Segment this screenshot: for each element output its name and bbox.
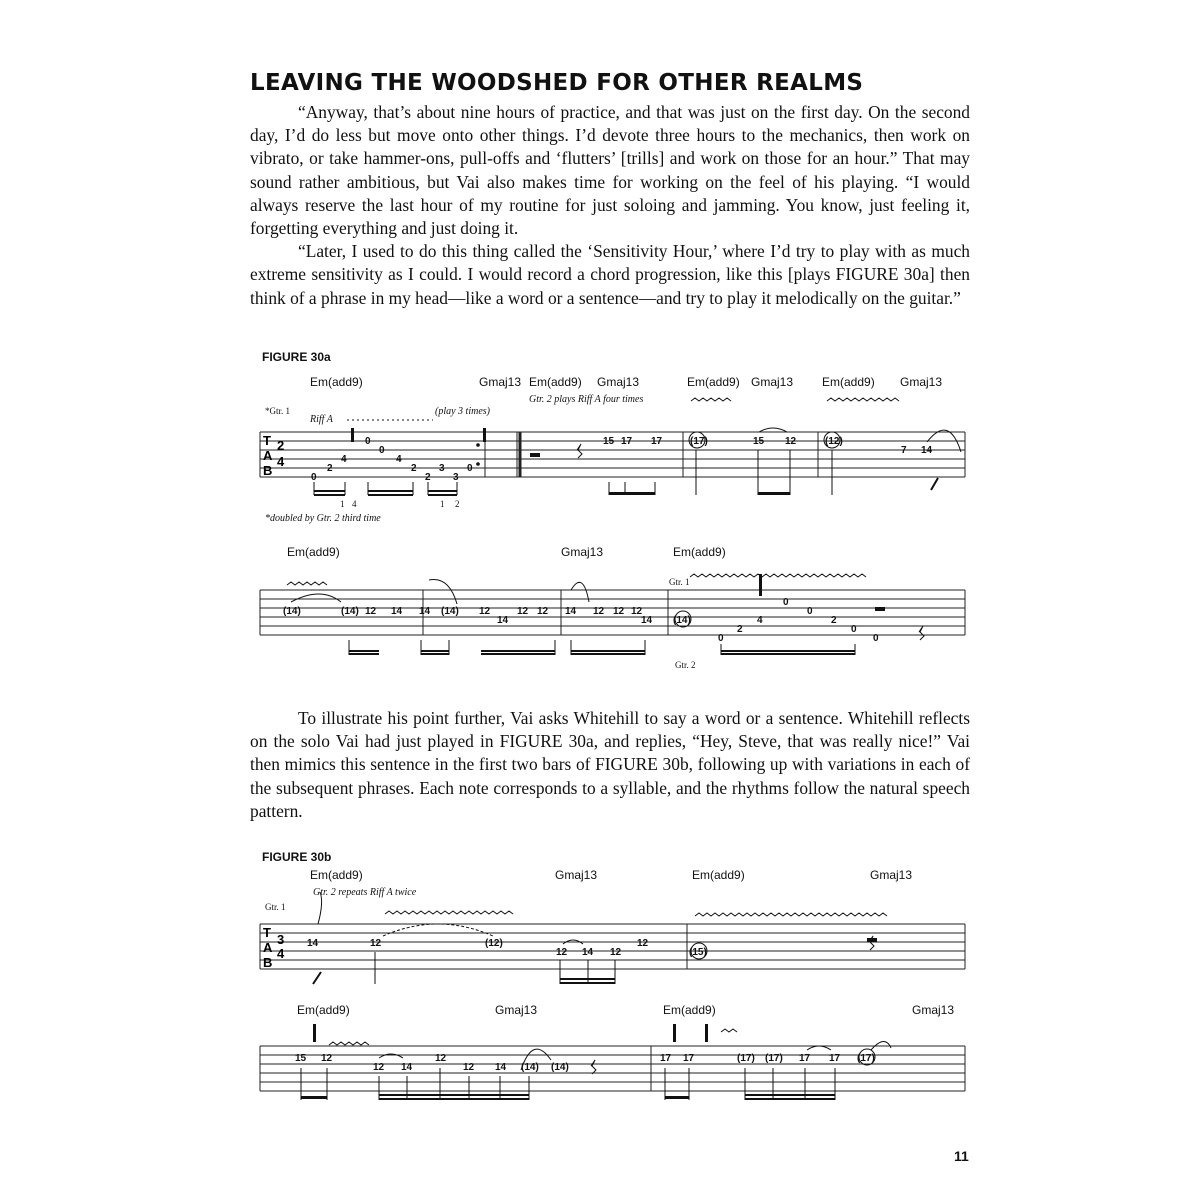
fret-number: 4	[396, 454, 402, 465]
fret-number: 12	[517, 606, 529, 617]
fret-number: (14)	[341, 606, 359, 617]
tab-letter-b: B	[263, 463, 273, 478]
fret-number: 0	[807, 606, 813, 617]
fret-number: 0	[365, 436, 371, 447]
chord-label: Em(add9)	[687, 375, 740, 389]
fret-number: 12	[610, 947, 622, 958]
fret-number: 3	[453, 472, 459, 483]
fret-number: 0	[311, 472, 317, 483]
footnote: *doubled by Gtr. 2 third time	[265, 513, 381, 524]
guitar-1-label: *Gtr. 1	[265, 406, 291, 416]
chord-label: Em(add9)	[822, 375, 875, 389]
chord-label: Gmaj13	[495, 1003, 538, 1017]
fret-number: 15	[753, 436, 765, 447]
fingering-number: 1	[340, 499, 345, 509]
fret-number: 12	[537, 606, 549, 617]
fret-number: (14)	[551, 1062, 569, 1073]
tab-letter-t: T	[263, 433, 271, 448]
chord-label: Gmaj13	[751, 375, 794, 389]
chord-label: Em(add9)	[287, 545, 340, 559]
fret-number: (14)	[521, 1062, 539, 1073]
tab-letter-a: A	[263, 940, 273, 955]
fret-number: (14)	[673, 615, 691, 626]
fret-number: 15	[603, 436, 615, 447]
figure-30b-label: FIGURE 30b	[262, 850, 332, 864]
fret-number: 17	[799, 1053, 811, 1064]
fret-number: 12	[631, 606, 643, 617]
fret-number: 12	[637, 938, 649, 949]
fret-number: (12)	[485, 938, 503, 949]
fret-number: 2	[425, 472, 431, 483]
fret-number: 12	[556, 947, 568, 958]
fret-number: 0	[718, 633, 724, 644]
fret-number: 14	[921, 445, 933, 456]
fret-number: 17	[660, 1053, 672, 1064]
fret-number: 3	[439, 463, 445, 474]
fret-number: (15)	[689, 947, 707, 958]
fret-number: 12	[479, 606, 491, 617]
fret-number: (17)	[737, 1053, 755, 1064]
repeat-note: (play 3 times)	[435, 406, 490, 417]
fret-number: 12	[463, 1062, 475, 1073]
fret-number: (12)	[825, 436, 843, 447]
fret-number: 0	[467, 463, 473, 474]
tab-letter-a: A	[263, 448, 273, 463]
fret-number: 0	[379, 445, 385, 456]
chord-label: Gmaj13	[912, 1003, 955, 1017]
fret-number: 14	[582, 947, 594, 958]
fret-number: 14	[497, 615, 509, 626]
fret-number: 14	[641, 615, 653, 626]
fret-number: 14	[391, 606, 403, 617]
intro-paragraph-1: “Anyway, that’s about nine hours of practice, and that was just on the first day. On the second day, I’d do less but move onto other things. I’d devote three hours to the mechanics, then work on vibrato, or take hammer-ons, pull-offs and ‘flutters’ [trills] and work on those for an hour.” That may sound rather ambitious, but Vai also makes time for working on the feel of his playing. “I would always reserve the last hour of my routine for just soloing and jamming. You know, just feeling it, forgetting everything and just doing it.	[250, 102, 970, 239]
fret-number: 17	[621, 436, 633, 447]
section-heading: LEAVING THE WOODSHED FOR OTHER REALMS	[250, 70, 864, 96]
fret-number: (14)	[283, 606, 301, 617]
fret-number: 2	[831, 615, 837, 626]
chord-label: Gmaj13	[479, 375, 522, 389]
figure-30a-system-1	[255, 370, 975, 530]
figure-30a-label: FIGURE 30a	[262, 350, 331, 364]
guitar-2-label: Gtr. 2	[675, 660, 696, 670]
fret-number: 4	[757, 615, 763, 626]
chord-label: Gmaj13	[900, 375, 943, 389]
fret-number: 12	[613, 606, 625, 617]
fret-number: 15	[295, 1053, 307, 1064]
time-sig-bottom: 4	[277, 454, 285, 469]
fret-number: 17	[651, 436, 663, 447]
fret-number: 12	[365, 606, 377, 617]
fret-number: 12	[373, 1062, 385, 1073]
guitar-2-note: Gtr. 2 plays Riff A four times	[529, 394, 644, 405]
figure-30b-system-1	[255, 864, 975, 989]
figure-30a-system-2	[255, 540, 975, 675]
fret-number: 4	[341, 454, 347, 465]
chord-label: Em(add9)	[663, 1003, 716, 1017]
page-number: 11	[954, 1148, 969, 1164]
intro-paragraph-2: “Later, I used to do this thing called the ‘Sensitivity Hour,’ where I’d try to play with as much extreme sensitivity as I could. I would record a chord progression, like this [plays FIGURE 30a] then think of a phrase in my head—like a word or a sentence—and try to play it melodically on the guitar.”	[250, 241, 970, 308]
fret-number: 2	[411, 463, 417, 474]
fret-number: 14	[401, 1062, 413, 1073]
fret-number: 14	[565, 606, 577, 617]
fingering-number: 2	[455, 499, 460, 509]
fret-number: 2	[327, 463, 333, 474]
fret-number: (17)	[765, 1053, 783, 1064]
chord-label: Gmaj13	[597, 375, 640, 389]
fret-number: 12	[321, 1053, 333, 1064]
fret-number: 12	[435, 1053, 447, 1064]
fret-number: 12	[370, 938, 382, 949]
fret-number: 17	[829, 1053, 841, 1064]
fret-number: 12	[785, 436, 797, 447]
chord-label: Em(add9)	[529, 375, 582, 389]
fret-number: 14	[419, 606, 431, 617]
guitar-1-label: Gtr. 1	[669, 577, 690, 587]
time-sig-bottom: 4	[277, 946, 285, 961]
chord-label: Em(add9)	[673, 545, 726, 559]
time-sig-top: 3	[277, 932, 285, 947]
fret-number: 17	[683, 1053, 695, 1064]
chord-label: Gmaj13	[561, 545, 604, 559]
time-sig-top: 2	[277, 438, 285, 453]
chord-label: Em(add9)	[310, 375, 363, 389]
fingering-number: 4	[352, 499, 357, 509]
fret-number: 12	[593, 606, 605, 617]
figure-30b-system-2	[255, 996, 975, 1121]
tab-letter-b: B	[263, 955, 273, 970]
guitar-1-label: Gtr. 1	[265, 902, 286, 912]
riff-label: Riff A	[310, 414, 333, 425]
fret-number: 0	[851, 624, 857, 635]
chord-label: Gmaj13	[870, 868, 913, 882]
chord-label: Gmaj13	[555, 868, 598, 882]
chord-label: Em(add9)	[297, 1003, 350, 1017]
middle-paragraph: To illustrate his point further, Vai asks Whitehill to say a word or a sentence. Whitehill reflects on the solo Vai had just played in FIGURE 30a, and replies, “Hey, Steve, that was really nice!” Vai then mimics this sentence in the first two bars of FIGURE 30b, following up with variations in each of the subsequent phrases. Each note corresponds to a syllable, and the rhythms follow the natural speech pattern.	[250, 708, 970, 821]
fret-number: 14	[307, 938, 319, 949]
guitar-2-note: Gtr. 2 repeats Riff A twice	[313, 887, 417, 898]
chord-label: Em(add9)	[692, 868, 745, 882]
fret-number: (17)	[857, 1053, 875, 1064]
intro-text	[250, 101, 970, 310]
fret-number: 7	[901, 445, 907, 456]
fret-number: 0	[783, 597, 789, 608]
fret-number: 14	[495, 1062, 507, 1073]
chord-label: Em(add9)	[310, 868, 363, 882]
fret-number: (14)	[441, 606, 459, 617]
fret-number: 0	[873, 633, 879, 644]
fret-number: 2	[737, 624, 743, 635]
fret-number: (17)	[690, 436, 708, 447]
middle-text	[250, 707, 970, 823]
tab-letter-t: T	[263, 925, 271, 940]
fingering-number: 1	[440, 499, 445, 509]
